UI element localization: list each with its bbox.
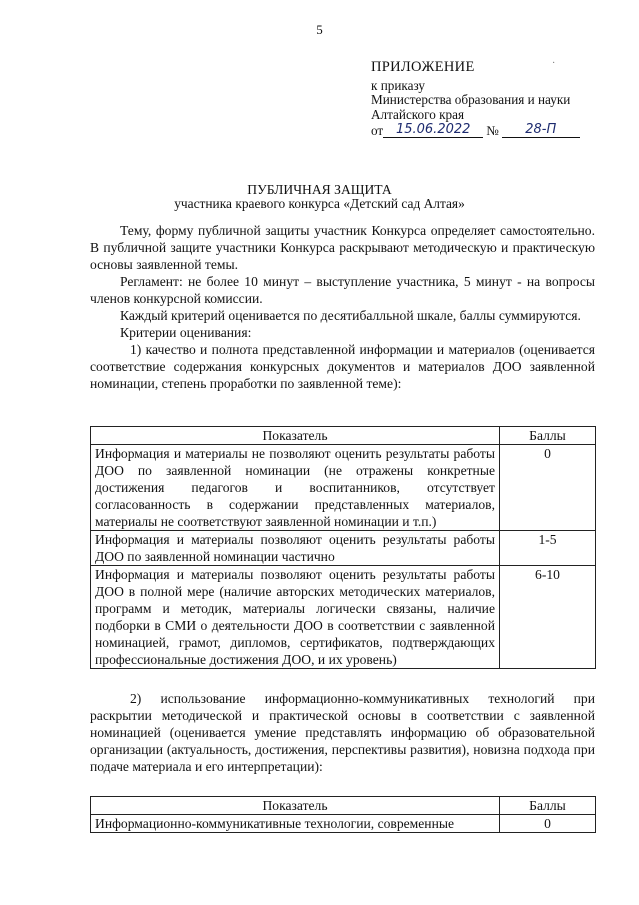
- paragraph-criterion-2: 2) использование информационно-коммуникативных технологий при раскрытии методической и практической основы в соответствии с заявленной номинацией (оценивается умение представлять информацию об образовательной организации (актуальность, достижения, перспективы развития), новизна подхода при подаче материала и его интерпретации):: [90, 691, 595, 774]
- points-cell: 1-5: [500, 531, 596, 566]
- indicator-cell: Информация и материалы не позволяют оценить результаты работы ДОО по заявленной номинации (не отражены конкретные достижения педагогов и воспитанников, отсутствует согласованность в содержании представленных материалов, материалы не соответствуют заявленной номинации и т.п.): [91, 445, 500, 531]
- points-cell: 6-10: [500, 566, 596, 669]
- appendix-title: ПРИЛОЖЕНИЕ: [371, 59, 475, 75]
- paragraph-criteria-heading: Критерии оценивания:: [120, 325, 252, 340]
- paragraph-scale: Каждый критерий оценивается по десятибалльной шкале, баллы суммируются.: [120, 308, 581, 323]
- document-title: ПУБЛИЧНАЯ ЗАЩИТА: [247, 182, 392, 197]
- document-subtitle: участника краевого конкурса «Детский сад Алтая»: [174, 196, 465, 211]
- from-label: от: [371, 122, 384, 138]
- criterion-2-text: [90, 690, 595, 775]
- order-date: 15.06.2022: [383, 122, 483, 138]
- appendix-line-ministry: Министерства образования и науки: [371, 92, 571, 107]
- table-header-row: [91, 797, 596, 815]
- header-points: Баллы: [500, 797, 596, 815]
- appendix-date-number-line: [371, 122, 611, 138]
- appendix-block: [371, 60, 611, 138]
- paragraph-criterion-1: 1) качество и полнота представленной информации и материалов (оценивается соответствие содержания конкурсных документов и материалов ДОО заявленной номинации, степень проработки по заявленной теме):: [90, 342, 595, 391]
- order-number: 28-П: [502, 122, 580, 138]
- criteria-table-1: [90, 426, 596, 669]
- table-row: [91, 566, 596, 669]
- points-cell: 0: [500, 445, 596, 531]
- intro-text: [90, 222, 595, 392]
- table-row: [91, 815, 596, 833]
- number-label: №: [486, 122, 499, 138]
- page-number: 5: [316, 22, 323, 37]
- indicator-cell: Информационно-коммуникативные технологии, современные: [91, 815, 500, 833]
- points-cell: 0: [500, 815, 596, 833]
- criteria-table-2: [90, 796, 596, 833]
- paragraph-regulation: Регламент: не более 10 минут – выступление участника, 5 минут - на вопросы членов конкурсной комиссии.: [90, 274, 595, 306]
- indicator-cell: Информация и материалы позволяют оценить результаты работы ДОО по заявленной номинации частично: [91, 531, 500, 566]
- paragraph-theme: Тему, форму публичной защиты участник Конкурса определяет самостоятельно. В публичной защите участники Конкурса раскрывают методическую и практическую основы заявленной темы.: [90, 223, 595, 272]
- appendix-line-order: к приказу: [371, 77, 425, 93]
- table-row: [91, 445, 596, 531]
- table-row: [91, 531, 596, 566]
- header-points: Баллы: [500, 427, 596, 445]
- table-header-row: [91, 427, 596, 445]
- indicator-cell: Информация и материалы позволяют оценить результаты работы ДОО в полной мере (наличие авторских методических материалов, программ и методик, материалы логически связаны, наличие подборки в СМИ о деятельности ДОО в соответствии с заявленной номинацией, грамот, дипломов, сертификатов, подтверждающих профессиональные достижения ДОО, и их уровень): [91, 566, 500, 669]
- header-indicator: Показатель: [91, 427, 500, 445]
- appendix-line-region: Алтайского края: [371, 106, 465, 122]
- scan-mark: ·: [552, 58, 556, 69]
- header-indicator: Показатель: [91, 797, 500, 815]
